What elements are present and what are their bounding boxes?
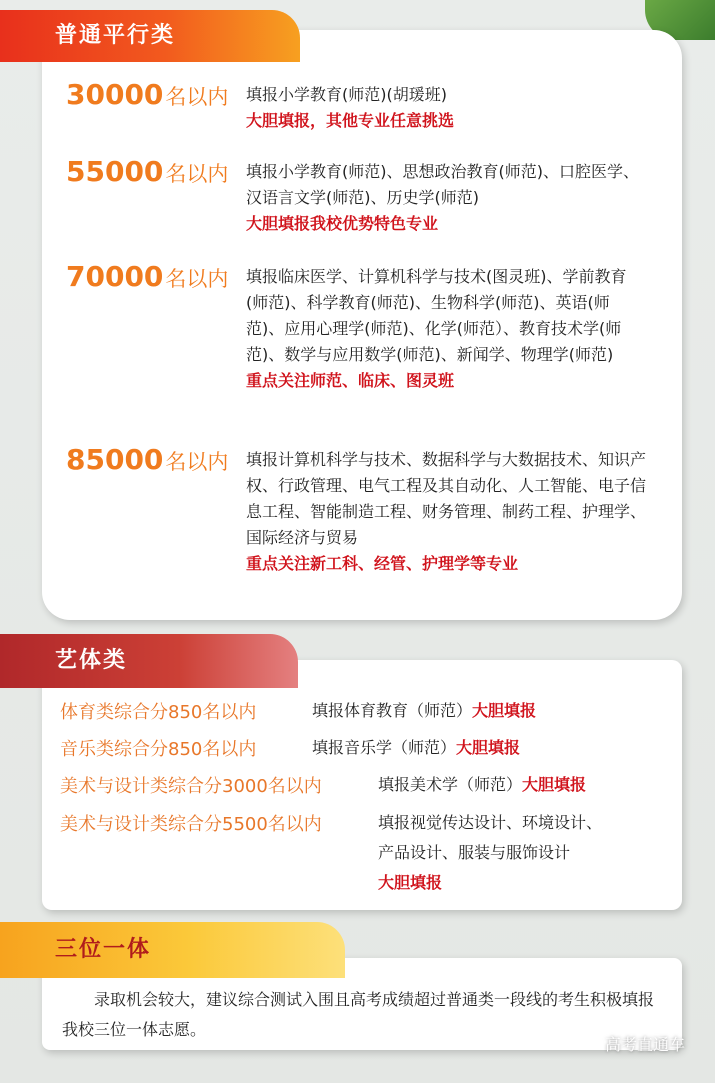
rank-number: 70000 [66, 260, 164, 293]
arts-criteria: 体育类综合分850名以内 [60, 702, 257, 723]
major-list: 填报美术学（师范） [378, 775, 523, 794]
rank-number: 30000 [66, 78, 164, 111]
rank-unit: 名以内 [165, 267, 229, 291]
rank-label [66, 78, 228, 111]
major-list: 填报视觉传达设计、环境设计、 [378, 813, 603, 832]
arts-criteria: 美术与设计类综合分5500名以内 [60, 814, 322, 835]
list-item [378, 808, 602, 898]
highlight-note: 大胆填报 [456, 738, 521, 757]
arts-criteria: 美术与设计类综合分3000名以内 [60, 776, 322, 797]
major-list: 填报音乐学（师范） [312, 738, 457, 757]
rank-number: 55000 [66, 155, 164, 188]
list-item [246, 264, 646, 394]
major-list: 填报计算机科学与技术、数据科学与大数据技术、知识产权、行政管理、电气工程及其自动化、人工智能、电子信息工程、智能制造工程、财务管理、制药工程、护理学、国际经济与贸易 [246, 450, 647, 547]
list-item [246, 82, 646, 134]
list-item [312, 733, 520, 763]
highlight-note: 大胆填报我校优势特色专业 [246, 214, 439, 233]
rank-unit: 名以内 [165, 85, 229, 109]
major-list: 产品设计、服装与服饰设计 [378, 843, 571, 862]
section-title-regular: 普通平行类 [0, 10, 300, 62]
rank-unit: 名以内 [165, 162, 229, 186]
list-item [246, 159, 646, 237]
arts-criteria: 音乐类综合分850名以内 [60, 739, 257, 760]
major-list: 填报体育教育（师范） [312, 701, 473, 720]
list-item [378, 770, 586, 800]
trinity-text: 录取机会较大，建议综合测试入围且高考成绩超过普通类一段线的考生积极填报我校三位一体志愿。 [62, 990, 655, 1039]
highlight-note: 重点关注师范、临床、图灵班 [246, 371, 455, 390]
rank-label [66, 443, 228, 476]
list-item [312, 696, 536, 726]
rank-label [66, 155, 228, 188]
highlight-note: 重点关注新工科、经管、护理学等专业 [246, 554, 519, 573]
major-list: 填报临床医学、计算机科学与技术(图灵班)、学前教育(师范)、科学教育(师范)、生物科学(师范)、英语(师范)、应用心理学(师范)、化学(师范）、教育技术学(师范)、数学与应用数学(师范)、新闻学、物理学(师范) [246, 267, 627, 364]
rank-number: 85000 [66, 443, 164, 476]
major-list: 填报小学教育(师范)、思想政治教育(师范)、口腔医学、汉语言文学(师范)、历史学(师范) [246, 162, 639, 207]
section-title-arts: 艺体类 [0, 634, 298, 688]
section-title-trinity: 三位一体 [0, 922, 345, 978]
highlight-note: 大胆填报 [378, 873, 443, 892]
rank-unit: 名以内 [165, 450, 229, 474]
rank-label [66, 260, 228, 293]
major-list: 填报小学教育(师范)(胡瑗班) [246, 85, 447, 104]
highlight-note: 大胆填报 [522, 775, 587, 794]
list-item [246, 447, 646, 577]
highlight-note: 大胆填报，其他专业任意挑选 [246, 111, 455, 130]
watermark: 高考直通车 [604, 1035, 685, 1054]
highlight-note: 大胆填报 [472, 701, 537, 720]
